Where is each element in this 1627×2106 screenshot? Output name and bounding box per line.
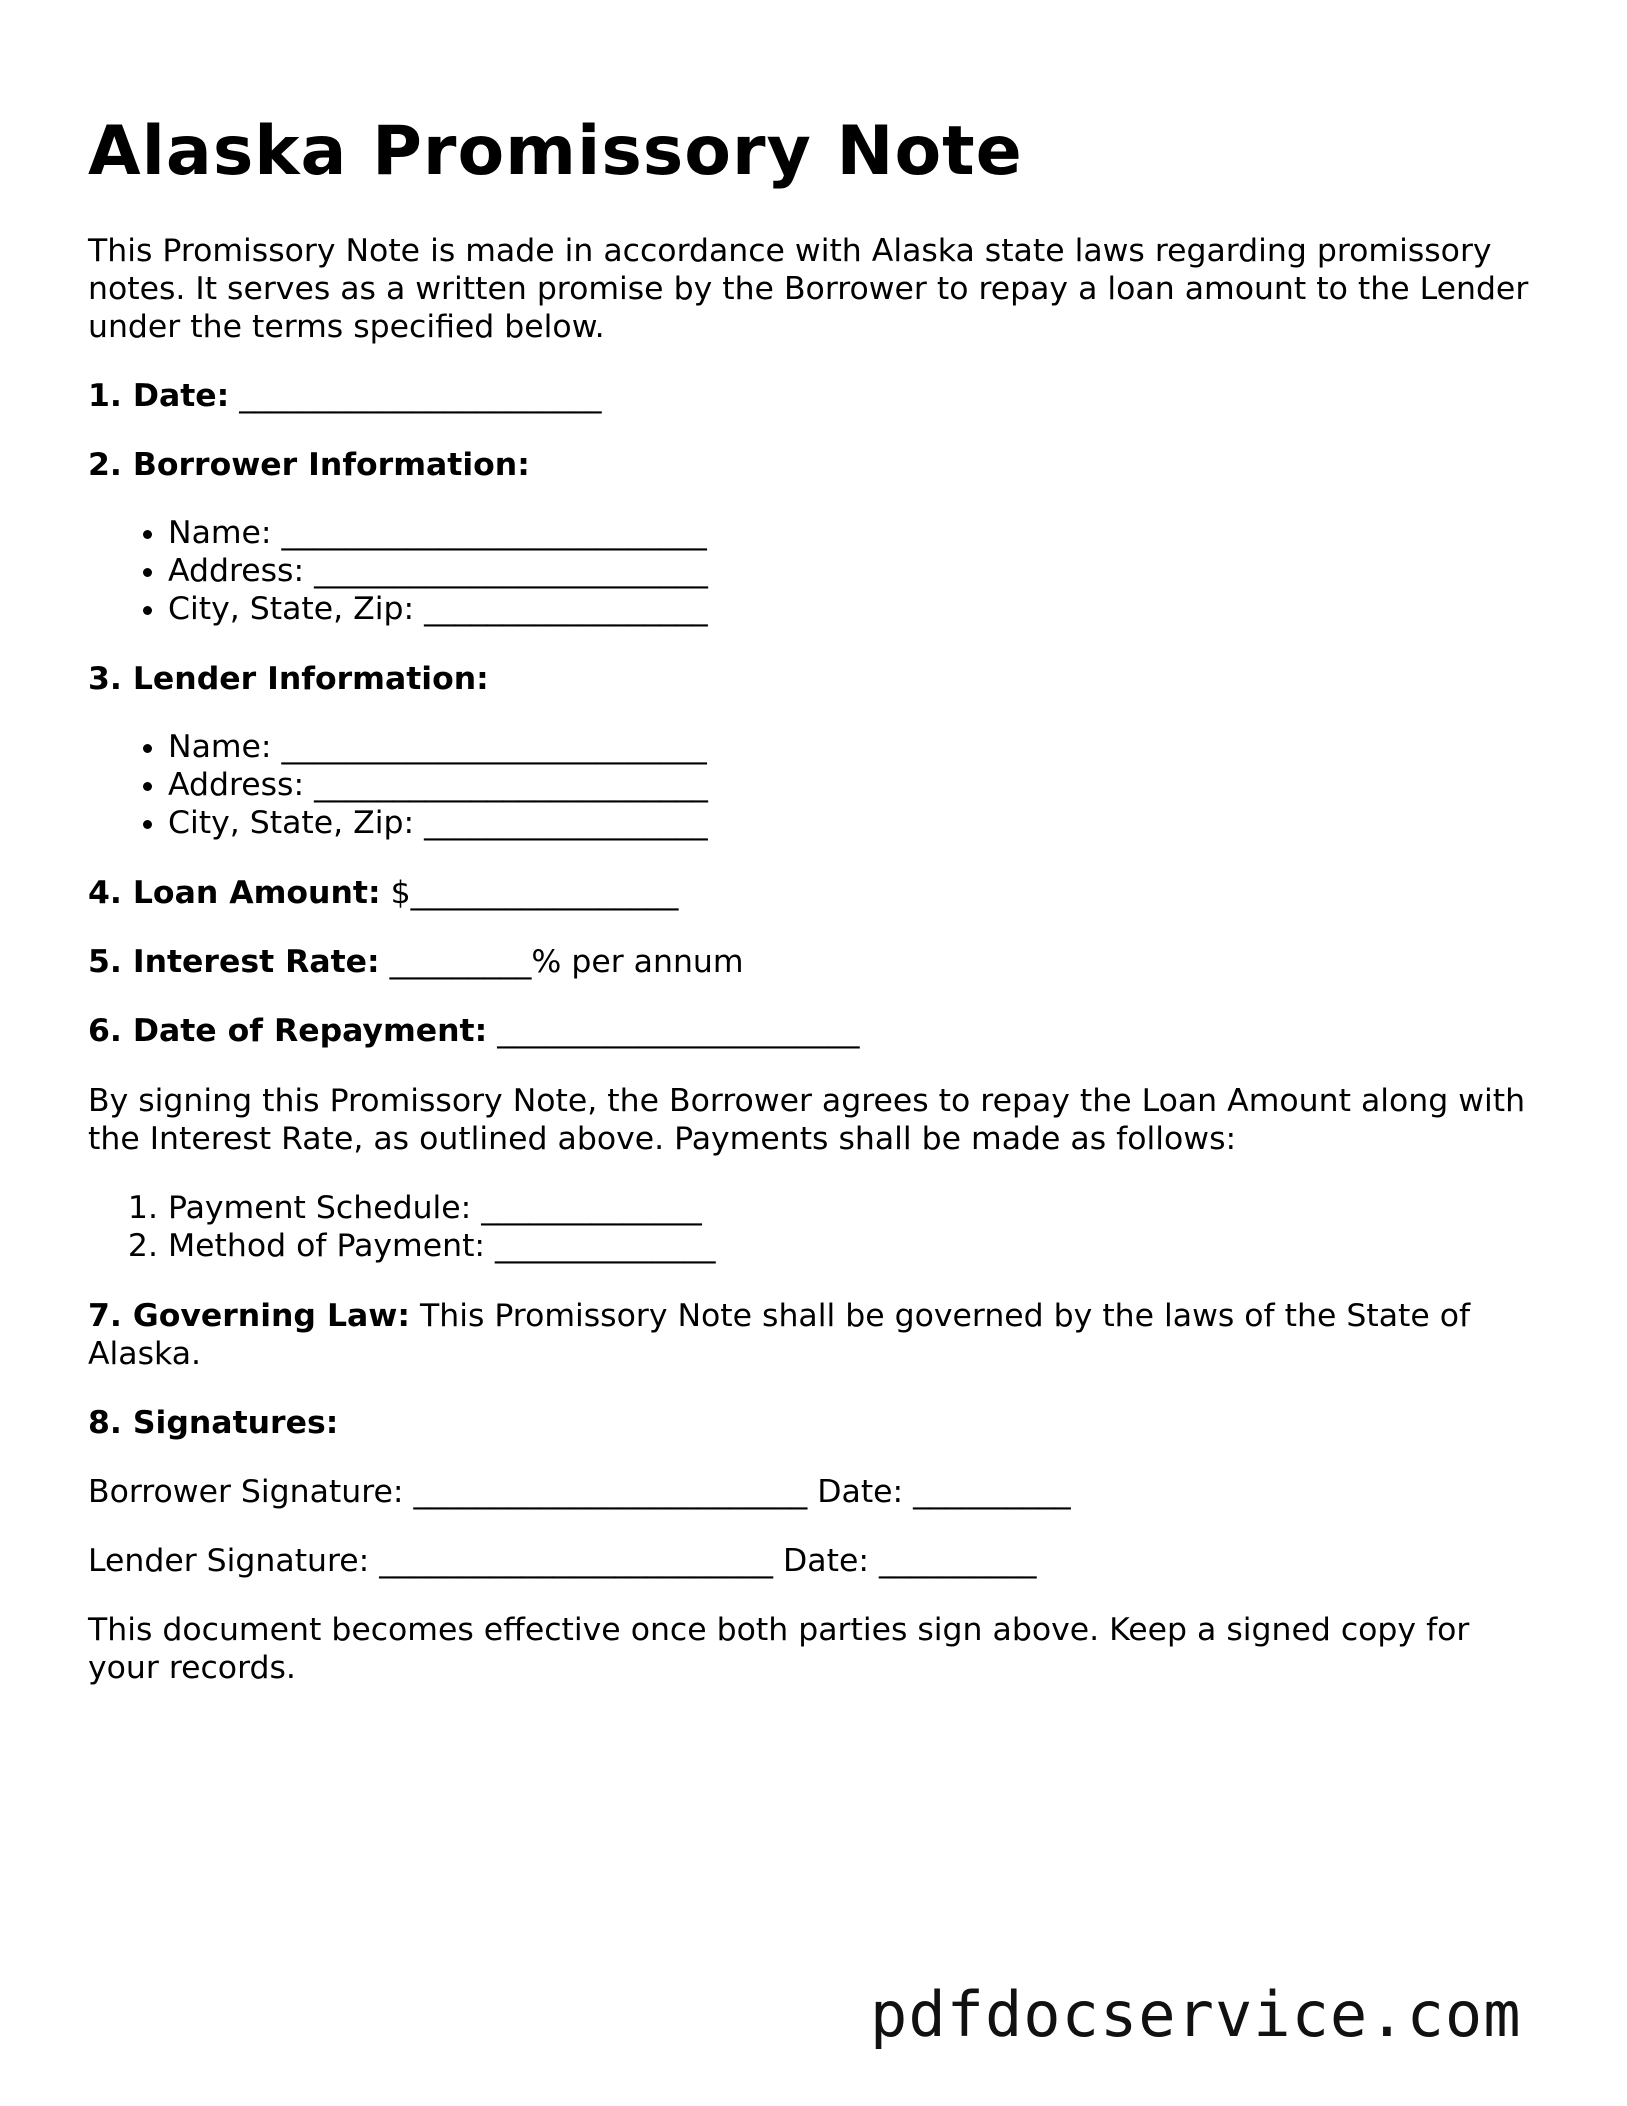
lender-name-item: • Name: ___________________________ — [168, 728, 708, 766]
date-line — [88, 377, 602, 415]
loan-amount-line — [88, 874, 678, 912]
interest-rate-label: 5. Interest Rate: — [88, 944, 380, 980]
borrower-city-item: • City, State, Zip: __________________ — [168, 590, 708, 628]
payment-method-item: 2. Method of Payment: ______________ — [168, 1227, 716, 1265]
loan-amount-value: $_________________ — [390, 875, 679, 911]
date-blank: _______________________ — [239, 378, 602, 414]
loan-amount-label: 4. Loan Amount: — [88, 875, 381, 911]
interest-rate-line — [88, 943, 744, 981]
date-label: 1. Date: — [88, 378, 230, 414]
lender-city-item: • City, State, Zip: __________________ — [168, 804, 708, 842]
lender-address-item: • Address: _________________________ — [168, 766, 708, 804]
document-title: Alaska Promissory Note — [88, 112, 1023, 191]
governing-law-paragraph — [88, 1297, 1543, 1373]
borrower-signature-line: Borrower Signature: _________________________ Date: __________ — [88, 1474, 1071, 1510]
repayment-date-line — [88, 1012, 859, 1050]
repayment-date-label: 6. Date of Repayment: — [88, 1013, 488, 1049]
watermark-text: pdfdocservice.com — [870, 1978, 1522, 2051]
signatures-heading: 8. Signatures: — [88, 1405, 339, 1441]
payment-schedule-item: 1. Payment Schedule: ______________ — [168, 1189, 716, 1227]
lender-heading: 3. Lender Information: — [88, 661, 489, 697]
borrower-info-list — [88, 514, 708, 628]
lender-info-list — [88, 728, 708, 842]
lender-signature-line: Lender Signature: _________________________ Date: __________ — [88, 1543, 1037, 1579]
governing-law-label: 7. Governing Law: — [88, 1298, 410, 1334]
repayment-date-blank: _______________________ — [497, 1013, 860, 1049]
borrower-name-item: • Name: ___________________________ — [168, 514, 708, 552]
borrower-address-item: • Address: _________________________ — [168, 552, 708, 590]
governing-law-text: This Promissory Note shall be governed by the laws of the State of Alaska. — [88, 1298, 1471, 1372]
intro-paragraph: This Promissory Note is made in accordance with Alaska state laws regarding promissory notes. It serves as a written promise by the Borrower to repay a loan amount to the Lender under the terms specified below. — [88, 233, 1529, 345]
agreement-paragraph: By signing this Promissory Note, the Borrower agrees to repay the Loan Amount along with the Interest Rate, as outlined above. Payments shall be made as follows: — [88, 1083, 1526, 1157]
closing-paragraph: This document becomes effective once both parties sign above. Keep a signed copy for your records. — [88, 1612, 1470, 1686]
payment-terms-list — [88, 1189, 716, 1265]
borrower-heading: 2. Borrower Information: — [88, 447, 530, 483]
interest-rate-value: _________% per annum — [389, 944, 744, 980]
